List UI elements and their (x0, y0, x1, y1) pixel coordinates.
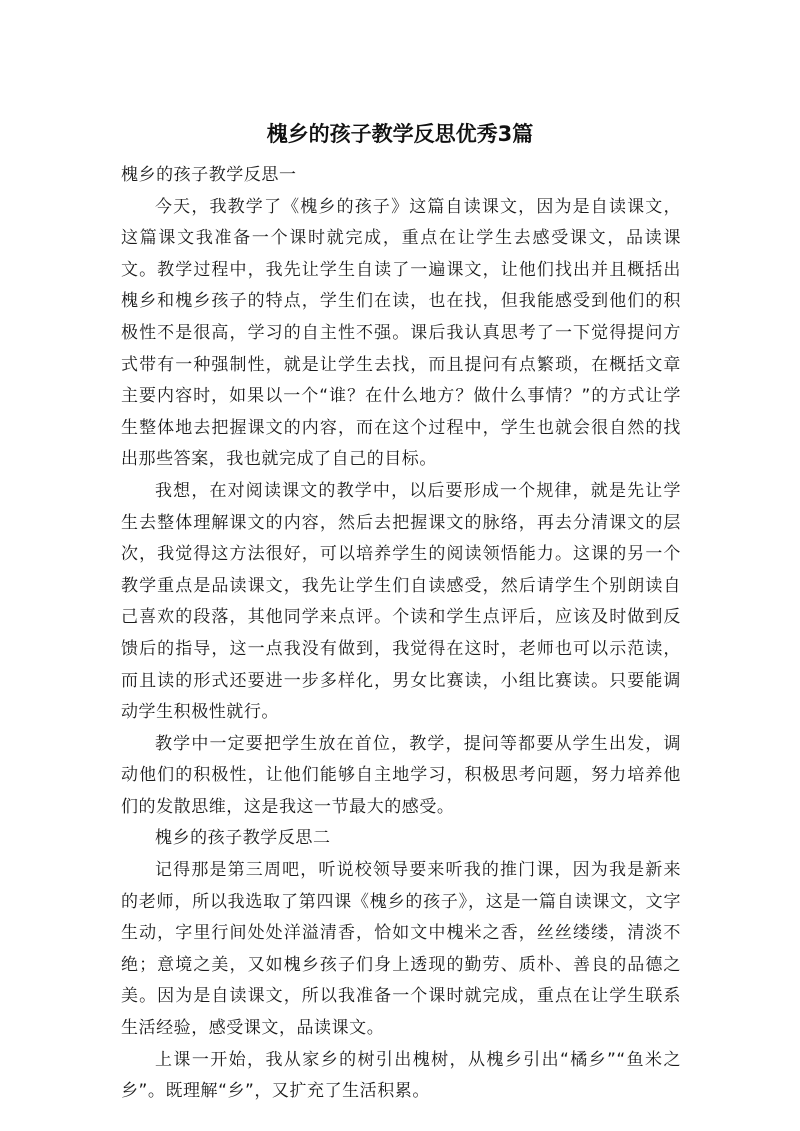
document-title: 槐乡的孩子教学反思优秀3篇 (266, 122, 534, 146)
paragraph-5: 上课一开始，我从家乡的树引出槐树，从槐乡引出“橘乡”“鱼米之乡”。既理解“乡”，又扩充了生活积累。 (121, 1049, 681, 1102)
paragraph-1: 今天，我教学了《槐乡的孩子》这篇自读课文，因为是自读课文，这篇课文我准备一个课时就完成，重点在让学生去感受课文，品读课文。教学过程中，我先让学生自读了一遍课文，让他们找出并且概括出槐乡和槐乡孩子的特点，学生们在读，也在找，但我能感受到他们的积极性不是很高，学习的自主性不强。课后我认真思考了一下觉得提问方式带有一种强制性，就是让学生去找，而且提问有点繁琐，在概括文章主要内容时，如果以一个“谁？在什么地方？做什么事情？”的方式让学生整体地去把握课文的内容，而在这个过程中，学生也就会很自然的找出那些答案，我也就完成了自己的目标。 (121, 196, 681, 470)
paragraph-2: 我想，在对阅读课文的教学中，以后要形成一个规律，就是先让学生去整体理解课文的内容，然后去把握课文的脉络，再去分清课文的层次，我觉得这方法很好，可以培养学生的阅读领悟能力。这课的另一个教学重点是品读课文，我先让学生们自读感受，然后请学生个别朗读自己喜欢的段落，其他同学来点评。个读和学生点评后，应该及时做到反馈后的指导，这一点我没有做到，我觉得在这时，老师也可以示范读，而且读的形式还要进一步多样化，男女比赛读，小组比赛读。只要能调动学生积极性就行。 (121, 480, 681, 723)
document-body (121, 160, 681, 1108)
section-heading-2: 槐乡的孩子教学反思二 (155, 828, 331, 849)
paragraph-4: 记得那是第三周吧，听说校领导要来听我的推门课，因为我是新来的老师，所以我选取了第四课《槐乡的孩子》，这是一篇自读课文，文字生动，字里行间处处洋溢清香，恰如文中槐米之香，丝丝缕缕，清淡不绝；意境之美，又如槐乡孩子们身上透现的勤劳、质朴、善良的品德之美。因为是自读课文，所以我准备一个课时就完成，重点在让学生联系生活经验，感受课文，品读课文。 (121, 860, 681, 1039)
section-heading-1: 槐乡的孩子教学反思一 (121, 165, 297, 185)
paragraph-3: 教学中一定要把学生放在首位，教学，提问等都要从学生出发，调动他们的积极性，让他们能够自主地学习，积极思考问题，努力培养他们的发散思维，这是我这一节最大的感受。 (121, 733, 681, 817)
